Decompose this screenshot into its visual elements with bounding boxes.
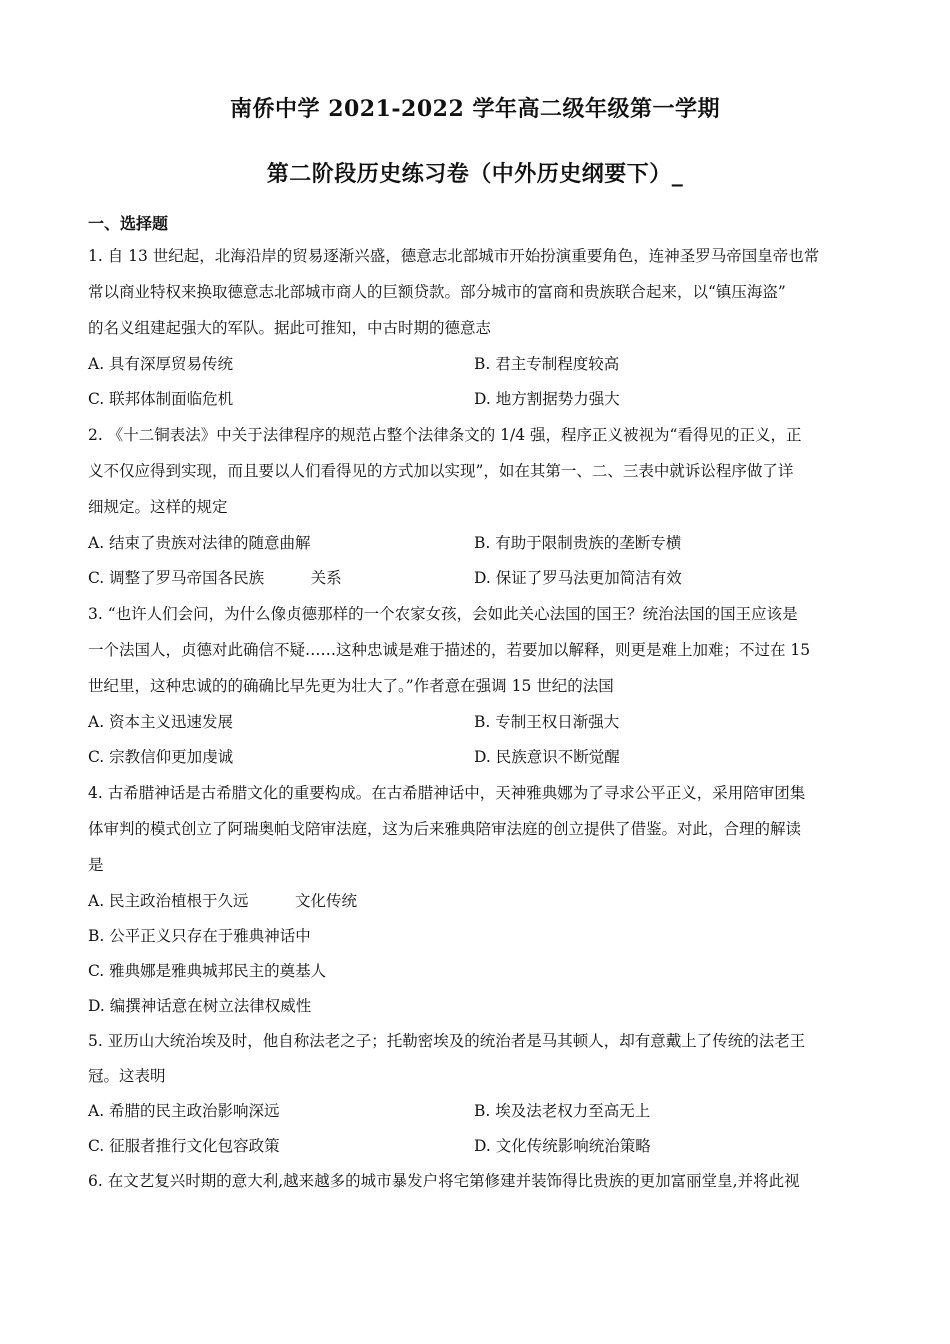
option-b: B. 埃及法老权力至高无上 (474, 1102, 651, 1120)
question-text-line: 冠。这表明 (88, 1067, 166, 1085)
option-c: C. 调整了罗马帝国各民族 关系 (88, 569, 342, 587)
option-d: D. 编撰神话意在树立法律权威性 (88, 997, 312, 1015)
question-text-line: 4. 古希腊神话是古希腊文化的重要构成。在古希腊神话中，天神雅典娜为了寻求公平正义，采用陪审团集 (88, 784, 806, 802)
option-b: B. 公平正义只存在于雅典神话中 (88, 927, 311, 945)
question-text-line: 5. 亚历山大统治埃及时，他自称法老之子；托勒密埃及的统治者是马其顿人，却有意戴上了传统的法老王 (88, 1032, 806, 1050)
exam-title-line-1: 南侨中学 2021-2022 学年高二级年级第一学期 (230, 96, 720, 122)
question-text-line: 3. “也许人们会问，为什么像贞德那样的一个农家女孩，会如此关心法国的国王？统治法国的国王应该是 (88, 605, 798, 623)
question-text-line: 一个法国人，贞德对此确信不疑……这种忠诚是难于描述的，若要加以解释，则更是难上加难；不过在 15 (88, 641, 811, 659)
option-b: B. 君主专制程度较高 (474, 355, 620, 373)
option-c: C. 宗教信仰更加虔诚 (88, 748, 234, 766)
option-b: B. 专制王权日渐强大 (474, 713, 620, 731)
question-text-line: 世纪里，这种忠诚的的确确比早先更为壮大了。”作者意在强调 15 世纪的法国 (88, 677, 614, 695)
option-c: C. 征服者推行文化包容政策 (88, 1137, 280, 1155)
option-b: B. 有助于限制贵族的垄断专横 (474, 534, 682, 552)
option-a: A. 民主政治植根于久远 文化传统 (88, 892, 358, 910)
question-text-line: 的名义组建起强大的军队。据此可推知，中古时期的德意志 (88, 319, 492, 337)
question-text-line: 常以商业特权来换取德意志北部城市商人的巨额贷款。部分城市的富商和贵族联合起来，以“镇压海盗” (88, 283, 786, 301)
question-text-line: 体审判的模式创立了阿瑞奥帕戈陪审法庭，这为后来雅典陪审法庭的创立提供了借鉴。对此，合理的解读 (88, 820, 802, 838)
option-a: A. 结束了贵族对法律的随意曲解 (88, 534, 311, 552)
question-text-line: 义不仅应得到实现，而且要以人们看得见的方式加以实现”，如在其第一、二、三表中就诉讼程序做了详 (88, 462, 794, 480)
question-text-line: 6. 在文艺复兴时期的意大利,越来越多的城市暴发户将宅第修建并装饰得比贵族的更加富丽堂皇,并将此视 (88, 1172, 800, 1190)
exam-title-line-2: 第二阶段历史练习卷（中外历史纲要下）_ (266, 161, 684, 187)
question-text-line: 1. 自 13 世纪起，北海沿岸的贸易逐渐兴盛，德意志北部城市开始扮演重要角色，连神圣罗马帝国皇帝也常 (88, 247, 820, 265)
option-c: C. 联邦体制面临危机 (88, 390, 234, 408)
option-d: D. 保证了罗马法更加简洁有效 (474, 569, 682, 587)
option-d: D. 民族意识不断觉醒 (474, 748, 620, 766)
section-heading: 一、选择题 (88, 214, 169, 233)
question-text-line: 2. 《十二铜表法》中关于法律程序的规范占整个法律条文的 1/4 强，程序正义被视为“看得见的正义，正 (88, 426, 802, 444)
option-a: A. 资本主义迅速发展 (88, 713, 234, 731)
option-a: A. 希腊的民主政治影响深远 (88, 1102, 280, 1120)
option-c: C. 雅典娜是雅典城邦民主的奠基人 (88, 962, 327, 980)
option-d: D. 文化传统影响统治策略 (474, 1137, 651, 1155)
option-d: D. 地方割据势力强大 (474, 390, 620, 408)
question-text-line: 细规定。这样的规定 (88, 498, 228, 516)
option-a: A. 具有深厚贸易传统 (88, 355, 234, 373)
question-text-line: 是 (88, 856, 104, 874)
